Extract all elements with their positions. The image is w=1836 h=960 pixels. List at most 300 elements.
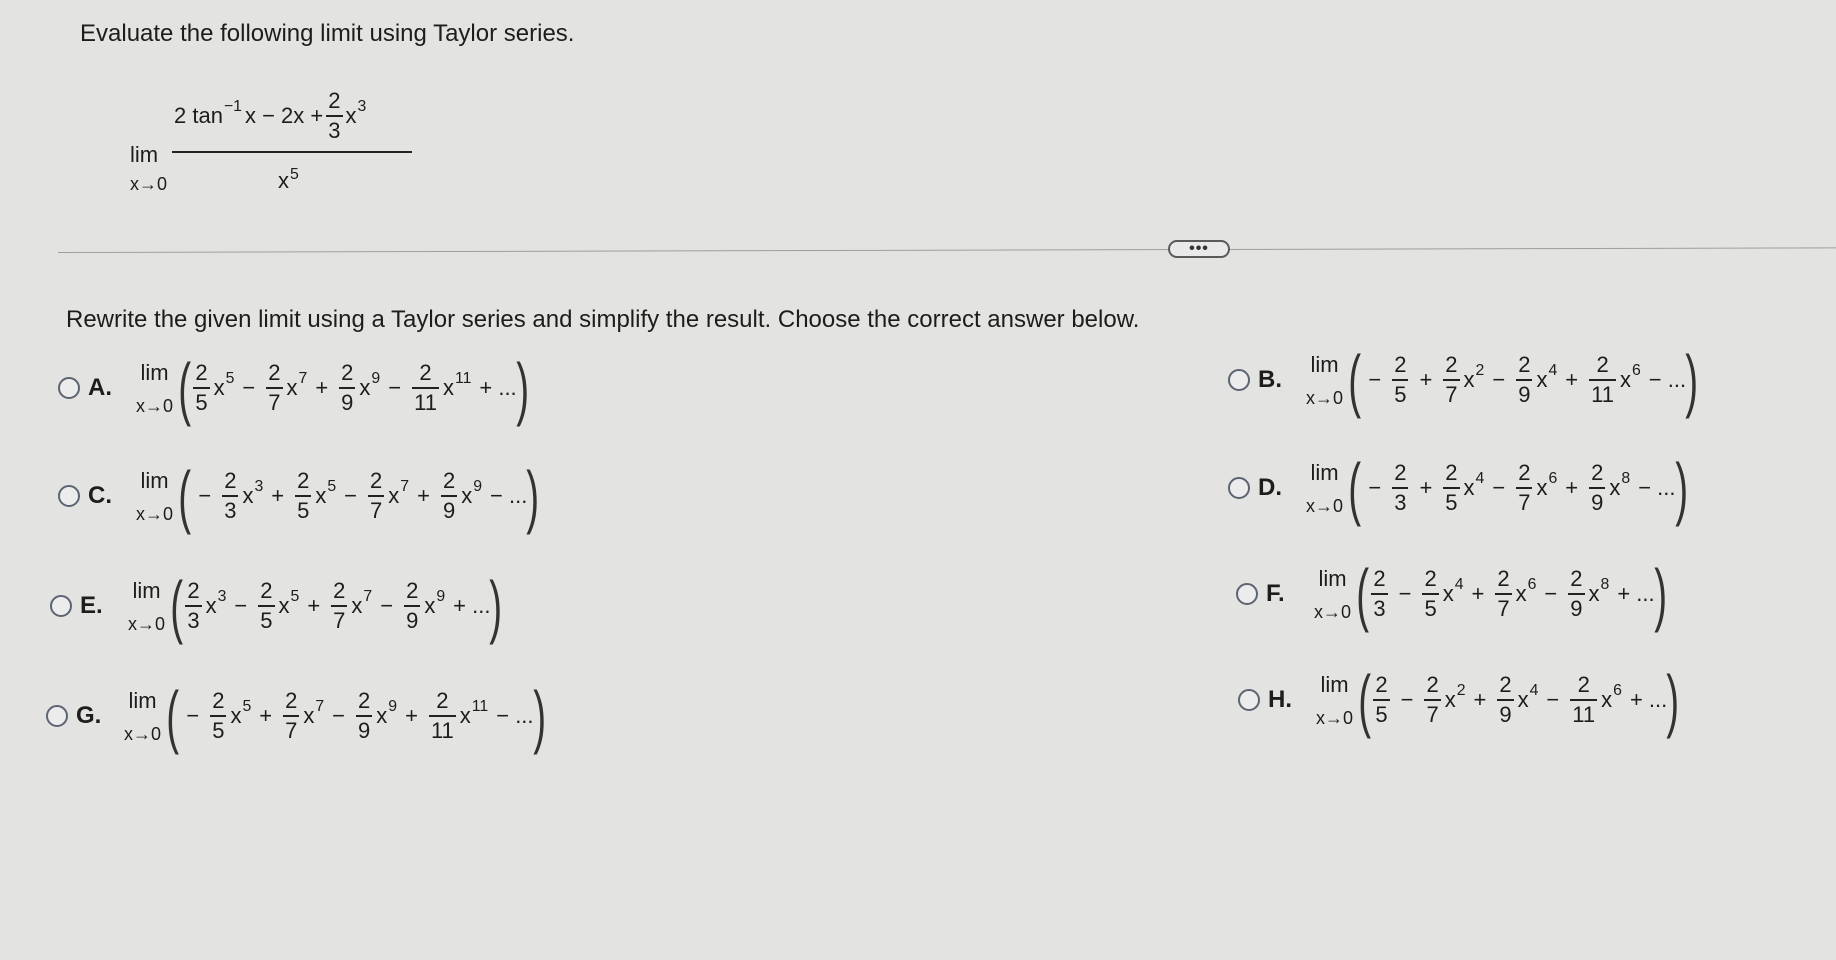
open-paren: ( bbox=[178, 457, 192, 535]
term-fraction bbox=[266, 362, 282, 414]
close-paren: ) bbox=[1674, 449, 1688, 527]
term-fraction bbox=[1570, 674, 1597, 726]
term-fraction bbox=[331, 580, 347, 632]
close-paren: ) bbox=[1666, 661, 1680, 739]
series-term bbox=[255, 580, 299, 632]
main-fraction-bar bbox=[172, 151, 412, 153]
term-variable: x bbox=[442, 375, 454, 400]
option-expression bbox=[124, 677, 546, 755]
option-expression bbox=[1306, 341, 1699, 419]
option-expression bbox=[136, 349, 529, 427]
series-term bbox=[1421, 674, 1465, 726]
more-button[interactable]: ••• bbox=[1168, 240, 1230, 258]
series-term bbox=[426, 690, 488, 742]
term-fraction bbox=[295, 470, 311, 522]
term-exponent: 3 bbox=[254, 478, 264, 496]
term-variable: x bbox=[424, 593, 436, 618]
series-term bbox=[1513, 462, 1557, 514]
fraction-numerator: 2 bbox=[224, 468, 237, 493]
radio-button[interactable] bbox=[58, 377, 80, 399]
option-letter: F. bbox=[1266, 580, 1285, 607]
lim-label: lim bbox=[1310, 459, 1339, 485]
term-variable: x bbox=[1444, 687, 1456, 712]
denominator bbox=[278, 168, 299, 194]
series-tail: + ... bbox=[1629, 687, 1668, 712]
series-term bbox=[263, 362, 307, 414]
term-fraction bbox=[1495, 568, 1511, 620]
leading-sign: − bbox=[1368, 475, 1382, 500]
term-sign: − bbox=[1398, 581, 1412, 606]
term-fraction bbox=[1424, 674, 1440, 726]
numerator-coef: 2 tan bbox=[174, 103, 223, 128]
term-variable: x bbox=[315, 483, 327, 508]
fraction-numerator: 2 bbox=[285, 688, 298, 713]
option-lim bbox=[128, 578, 165, 635]
term-sign: + bbox=[405, 703, 418, 728]
fraction-denominator: 5 bbox=[1392, 379, 1408, 406]
fraction-denominator: 11 bbox=[1570, 699, 1597, 726]
lim-subscript: x→0 bbox=[130, 174, 168, 194]
term-sign: − bbox=[344, 483, 358, 508]
fraction-denominator: 11 bbox=[1589, 379, 1616, 406]
radio-button[interactable] bbox=[46, 705, 68, 727]
fraction-numerator: 2 bbox=[1499, 672, 1512, 697]
lim-subscript: x→0 bbox=[1306, 495, 1344, 516]
lim-label: lim bbox=[1310, 351, 1339, 377]
numerator-inverse-exp: −1 bbox=[223, 98, 242, 116]
fraction-denominator: 7 bbox=[331, 605, 347, 632]
term-fraction bbox=[1443, 354, 1459, 406]
fraction-denominator: 3 bbox=[1392, 487, 1408, 514]
lim-label: lim bbox=[1320, 671, 1349, 697]
term-fraction bbox=[258, 580, 274, 632]
fraction-numerator: 2 bbox=[1497, 566, 1510, 591]
series-tail: − ... bbox=[1638, 475, 1676, 500]
option-letter: A. bbox=[88, 374, 112, 401]
option-letter: E. bbox=[80, 592, 103, 619]
term-fraction bbox=[441, 470, 457, 522]
term-variable: x bbox=[1619, 367, 1631, 392]
fraction-denominator: 3 bbox=[326, 115, 342, 142]
fraction-denominator: 7 bbox=[1443, 379, 1459, 406]
term-sign: + bbox=[307, 593, 321, 618]
term-sign: + bbox=[1565, 475, 1579, 500]
term-exponent: 11 bbox=[471, 698, 489, 716]
fraction-numerator: 2 bbox=[358, 688, 371, 713]
series-term bbox=[328, 580, 372, 632]
term-exponent: 7 bbox=[298, 370, 308, 388]
fraction-numerator: 2 bbox=[1373, 566, 1386, 591]
fraction-numerator: 2 bbox=[1591, 460, 1604, 485]
term-fraction bbox=[210, 690, 226, 742]
term-exponent: 5 bbox=[225, 370, 235, 388]
term-variable: x bbox=[1463, 367, 1475, 392]
term-exponent: 7 bbox=[315, 698, 325, 716]
term-exponent: 7 bbox=[400, 478, 410, 496]
fraction-numerator: 2 bbox=[195, 360, 208, 385]
open-paren: ( bbox=[178, 349, 192, 427]
numerator-x: x bbox=[345, 103, 357, 128]
term-sign: − bbox=[332, 703, 346, 728]
fraction-denominator: 9 bbox=[1497, 699, 1513, 726]
fraction-numerator: 2 bbox=[406, 578, 419, 603]
term-fraction bbox=[339, 362, 355, 414]
term-exponent: 2 bbox=[1475, 362, 1485, 380]
term-variable: x bbox=[359, 375, 371, 400]
term-variable: x bbox=[1442, 581, 1454, 606]
lim-label: lim bbox=[140, 359, 169, 385]
lim-label: lim bbox=[132, 577, 161, 603]
series-term bbox=[1440, 354, 1484, 406]
denominator-exp: 5 bbox=[290, 166, 299, 184]
term-variable: x bbox=[1536, 367, 1548, 392]
term-variable: x bbox=[1517, 687, 1529, 712]
option-letter: H. bbox=[1268, 686, 1292, 713]
option-lim bbox=[1306, 460, 1343, 517]
question-prompt: Rewrite the given limit using a Taylor series and simplify the result. Choose the correct answer below. bbox=[66, 306, 1140, 333]
fraction-numerator: 2 bbox=[1596, 352, 1609, 377]
page-title: Evaluate the following limit using Taylor series. bbox=[80, 20, 575, 47]
series-term bbox=[292, 470, 336, 522]
term-variable: x bbox=[205, 593, 217, 618]
option-expression bbox=[128, 567, 503, 645]
term-sign: + bbox=[1565, 367, 1579, 392]
open-paren: ( bbox=[1348, 449, 1362, 527]
option-lim bbox=[1314, 566, 1351, 623]
fraction-denominator: 3 bbox=[1371, 593, 1387, 620]
term-exponent: 4 bbox=[1548, 362, 1558, 380]
series-term bbox=[1565, 568, 1609, 620]
term-fraction bbox=[1392, 354, 1408, 406]
answer-option-c[interactable] bbox=[58, 451, 539, 541]
term-exponent: 8 bbox=[1621, 470, 1631, 488]
term-sign: + bbox=[315, 375, 329, 400]
fraction-denominator: 5 bbox=[1373, 699, 1389, 726]
option-lim bbox=[136, 468, 173, 525]
series-term bbox=[409, 362, 471, 414]
fraction-numerator: 2 bbox=[1394, 460, 1407, 485]
open-paren: ( bbox=[1358, 661, 1372, 739]
term-fraction bbox=[1516, 354, 1532, 406]
radio-button[interactable] bbox=[1238, 689, 1260, 711]
fraction-numerator: 2 bbox=[341, 360, 354, 385]
series-term bbox=[1389, 462, 1411, 514]
fraction-denominator: 11 bbox=[429, 715, 456, 742]
term-exponent: 6 bbox=[1631, 362, 1641, 380]
fraction-numerator: 2 bbox=[370, 468, 383, 493]
denominator-x: x bbox=[278, 168, 289, 193]
lim-subscript: x→0 bbox=[1314, 601, 1352, 622]
option-lim bbox=[124, 688, 161, 745]
fraction-denominator: 7 bbox=[368, 495, 384, 522]
series-tail: + ... bbox=[479, 375, 517, 400]
term-variable: x bbox=[242, 483, 254, 508]
option-letter: G. bbox=[76, 702, 102, 729]
term-exponent: 6 bbox=[1548, 470, 1558, 488]
fraction-denominator: 5 bbox=[295, 495, 311, 522]
term-exponent: 9 bbox=[436, 588, 446, 606]
term-sign: + bbox=[1419, 475, 1433, 500]
term-sign: − bbox=[242, 375, 256, 400]
series-term bbox=[336, 362, 380, 414]
fraction-numerator: 2 bbox=[1394, 352, 1407, 377]
term-exponent: 6 bbox=[1613, 682, 1622, 700]
series-term bbox=[1586, 354, 1641, 406]
series-term bbox=[1419, 568, 1463, 620]
term-variable: x bbox=[459, 703, 471, 728]
answer-option-g[interactable] bbox=[46, 671, 545, 761]
option-letter: B. bbox=[1258, 366, 1282, 393]
fraction-numerator: 2 bbox=[1518, 460, 1531, 485]
term-exponent: 3 bbox=[217, 588, 227, 606]
term-sign: + bbox=[417, 483, 430, 508]
fraction-denominator: 9 bbox=[1516, 379, 1532, 406]
term-variable: x bbox=[388, 483, 400, 508]
term-exponent: 4 bbox=[1475, 470, 1485, 488]
term-fraction bbox=[1373, 674, 1389, 726]
lim-subscript: x→0 bbox=[136, 503, 174, 524]
fraction-denominator: 7 bbox=[266, 387, 282, 414]
term-variable: x bbox=[278, 593, 290, 618]
fraction-denominator: 9 bbox=[339, 387, 355, 414]
term-fraction bbox=[1568, 568, 1584, 620]
fraction-numerator: 2 bbox=[1570, 566, 1583, 591]
term-fraction bbox=[1392, 462, 1408, 514]
series-term bbox=[1586, 462, 1630, 514]
term-sign: + bbox=[1473, 687, 1487, 712]
term-sign: − bbox=[380, 593, 394, 618]
series-term bbox=[190, 362, 234, 414]
option-expression bbox=[1314, 555, 1667, 633]
answer-option-d[interactable] bbox=[1228, 443, 1687, 533]
leading-sign: − bbox=[198, 483, 212, 508]
fraction-numerator: 2 bbox=[1426, 672, 1439, 697]
lim-label: lim bbox=[140, 467, 169, 493]
numerator-fraction bbox=[326, 90, 342, 142]
term-fraction bbox=[222, 470, 238, 522]
fraction-numerator: 2 bbox=[1445, 460, 1458, 485]
term-exponent: 5 bbox=[327, 478, 337, 496]
fraction-denominator: 3 bbox=[185, 605, 201, 632]
fraction-denominator: 9 bbox=[356, 715, 372, 742]
answer-option-e[interactable] bbox=[50, 561, 502, 651]
term-variable: x bbox=[461, 483, 473, 508]
answer-option-h[interactable] bbox=[1238, 655, 1679, 745]
series-tail: − ... bbox=[490, 483, 528, 508]
fraction-numerator: 2 bbox=[1518, 352, 1531, 377]
series-tail: − ... bbox=[496, 703, 534, 728]
term-variable: x bbox=[213, 375, 225, 400]
term-sign: − bbox=[1546, 687, 1560, 712]
series-term bbox=[182, 580, 226, 632]
lim-subscript: x→0 bbox=[124, 723, 162, 744]
fraction-denominator: 5 bbox=[258, 605, 274, 632]
radio-button[interactable] bbox=[1228, 369, 1250, 391]
series-term bbox=[1389, 354, 1411, 406]
lim-subscript: x→0 bbox=[1306, 387, 1344, 408]
term-variable: x bbox=[376, 703, 388, 728]
term-fraction bbox=[1371, 568, 1387, 620]
fraction-denominator: 5 bbox=[1422, 593, 1438, 620]
series-term bbox=[1440, 462, 1484, 514]
term-fraction bbox=[412, 362, 439, 414]
numerator-tail: x − 2x + bbox=[244, 103, 324, 128]
fraction-denominator: 9 bbox=[1568, 593, 1584, 620]
numerator-x-exp: 3 bbox=[357, 98, 367, 116]
radio-button[interactable] bbox=[58, 485, 80, 507]
series-term bbox=[219, 470, 263, 522]
fraction-numerator: 2 bbox=[328, 88, 341, 113]
series-term bbox=[401, 580, 445, 632]
term-exponent: 9 bbox=[473, 478, 483, 496]
answer-option-f[interactable] bbox=[1236, 549, 1666, 639]
term-exponent: 2 bbox=[1456, 682, 1466, 700]
term-fraction bbox=[368, 470, 384, 522]
fraction-denominator: 3 bbox=[222, 495, 238, 522]
term-exponent: 5 bbox=[290, 588, 300, 606]
open-paren: ( bbox=[1348, 341, 1362, 419]
open-paren: ( bbox=[170, 567, 184, 645]
term-fraction bbox=[1497, 674, 1513, 726]
series-term bbox=[207, 690, 251, 742]
term-fraction bbox=[1422, 568, 1438, 620]
series-term bbox=[353, 690, 397, 742]
term-exponent: 6 bbox=[1527, 576, 1537, 594]
fraction-denominator: 5 bbox=[193, 387, 209, 414]
term-exponent: 9 bbox=[371, 370, 381, 388]
term-fraction bbox=[193, 362, 209, 414]
fraction-denominator: 5 bbox=[210, 715, 226, 742]
fraction-denominator: 5 bbox=[1443, 487, 1459, 514]
lim-subscript: x→0 bbox=[136, 395, 174, 416]
term-sign: − bbox=[1492, 367, 1506, 392]
term-fraction bbox=[283, 690, 299, 742]
radio-button[interactable] bbox=[1236, 583, 1258, 605]
series-term bbox=[280, 690, 324, 742]
close-paren: ) bbox=[1685, 341, 1699, 419]
term-exponent: 5 bbox=[242, 698, 252, 716]
term-fraction bbox=[1516, 462, 1532, 514]
fraction-numerator: 2 bbox=[442, 468, 456, 493]
term-sign: − bbox=[1492, 475, 1506, 500]
radio-button[interactable] bbox=[50, 595, 72, 617]
fraction-numerator: 2 bbox=[187, 578, 200, 603]
fraction-denominator: 7 bbox=[1516, 487, 1532, 514]
fraction-denominator: 9 bbox=[1589, 487, 1605, 514]
fraction-denominator: 7 bbox=[1495, 593, 1511, 620]
option-expression bbox=[1316, 661, 1680, 739]
option-letter: D. bbox=[1258, 474, 1282, 501]
term-variable: x bbox=[1463, 475, 1475, 500]
fraction-numerator: 2 bbox=[419, 360, 432, 385]
term-sign: − bbox=[388, 375, 402, 400]
open-paren: ( bbox=[166, 677, 180, 755]
series-term bbox=[1370, 674, 1392, 726]
fraction-denominator: 7 bbox=[283, 715, 299, 742]
radio-button[interactable] bbox=[1228, 477, 1250, 499]
term-exponent: 4 bbox=[1529, 682, 1539, 700]
series-term bbox=[1513, 354, 1557, 406]
term-fraction bbox=[1443, 462, 1459, 514]
fraction-denominator: 11 bbox=[412, 387, 439, 414]
fraction-numerator: 2 bbox=[1424, 566, 1437, 591]
term-exponent: 7 bbox=[363, 588, 373, 606]
series-term bbox=[1567, 674, 1622, 726]
fraction-numerator: 2 bbox=[1577, 672, 1590, 697]
term-fraction bbox=[356, 690, 372, 742]
option-lim bbox=[1306, 352, 1343, 409]
term-fraction bbox=[185, 580, 201, 632]
term-variable: x bbox=[351, 593, 363, 618]
term-variable: x bbox=[1515, 581, 1527, 606]
leading-sign: − bbox=[1368, 367, 1382, 392]
option-lim bbox=[136, 360, 173, 417]
fraction-numerator: 2 bbox=[1445, 352, 1458, 377]
term-sign: + bbox=[271, 483, 285, 508]
fraction-numerator: 2 bbox=[268, 360, 281, 385]
term-variable: x bbox=[1536, 475, 1548, 500]
term-sign: + bbox=[259, 703, 273, 728]
series-term bbox=[1494, 674, 1538, 726]
answer-option-b[interactable] bbox=[1228, 335, 1697, 425]
lim-label: lim bbox=[128, 687, 157, 713]
fraction-numerator: 2 bbox=[436, 688, 449, 713]
close-paren: ) bbox=[526, 457, 540, 535]
fraction-denominator: 9 bbox=[441, 495, 457, 522]
lim-label: lim bbox=[1318, 565, 1347, 591]
term-fraction bbox=[429, 690, 456, 742]
series-term bbox=[365, 470, 409, 522]
fraction-denominator: 9 bbox=[404, 605, 420, 632]
series-tail: + ... bbox=[453, 593, 491, 618]
term-variable: x bbox=[303, 703, 315, 728]
answer-option-a[interactable] bbox=[58, 343, 528, 433]
fraction-numerator: 2 bbox=[260, 578, 273, 603]
term-variable: x bbox=[286, 375, 298, 400]
term-sign: − bbox=[1544, 581, 1558, 606]
series-term bbox=[438, 470, 482, 522]
close-paren: ) bbox=[515, 349, 529, 427]
term-sign: − bbox=[1400, 687, 1414, 712]
term-exponent: 4 bbox=[1454, 576, 1464, 594]
term-exponent: 8 bbox=[1600, 576, 1610, 594]
term-exponent: 11 bbox=[454, 370, 472, 388]
term-fraction bbox=[404, 580, 420, 632]
lim-subscript: x→0 bbox=[128, 613, 166, 634]
option-expression bbox=[136, 457, 540, 535]
term-sign: + bbox=[1419, 367, 1433, 392]
fraction-denominator: 7 bbox=[1424, 699, 1440, 726]
close-paren: ) bbox=[1653, 555, 1667, 633]
fraction-numerator: 2 bbox=[1375, 672, 1388, 697]
option-expression bbox=[1306, 449, 1688, 527]
option-lim bbox=[1316, 672, 1353, 729]
lim-label: lim bbox=[130, 142, 159, 167]
numerator bbox=[174, 90, 366, 142]
fraction-numerator: 2 bbox=[333, 578, 346, 603]
term-variable: x bbox=[1609, 475, 1621, 500]
section-divider bbox=[58, 247, 1836, 253]
series-tail: − ... bbox=[1648, 367, 1687, 392]
series-term bbox=[1492, 568, 1536, 620]
lim-subscript: x→0 bbox=[1316, 707, 1354, 728]
leading-sign: − bbox=[186, 703, 200, 728]
term-variable: x bbox=[230, 703, 242, 728]
term-variable: x bbox=[1601, 687, 1613, 712]
problem-limit bbox=[118, 68, 438, 208]
series-term bbox=[1368, 568, 1390, 620]
term-variable: x bbox=[1588, 581, 1600, 606]
